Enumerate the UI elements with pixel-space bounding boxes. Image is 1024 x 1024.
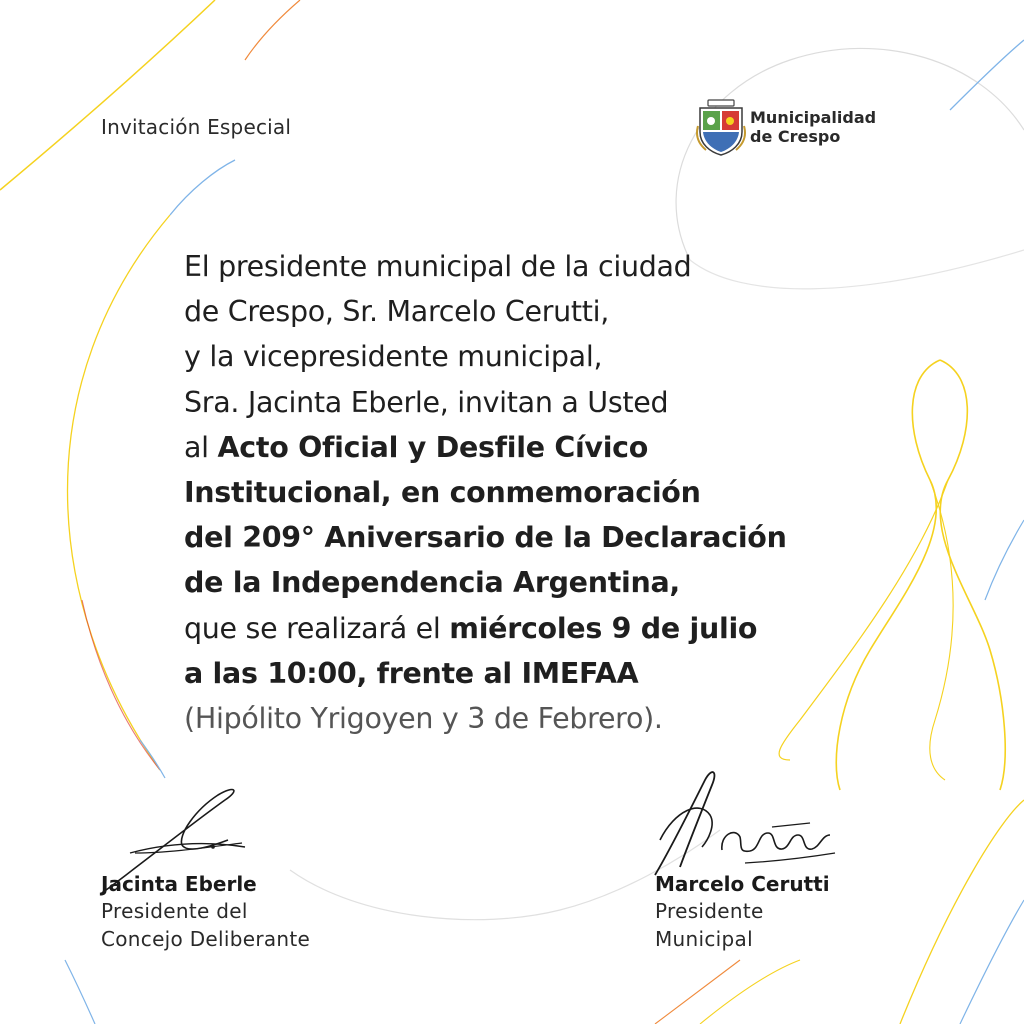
deco-orange-top xyxy=(245,0,300,60)
signer-name-left: Jacinta Eberle xyxy=(101,872,257,896)
deco-yellow-corner-top xyxy=(0,0,215,190)
deco-blue-bottom-left xyxy=(65,960,95,1024)
invitation-line-6 xyxy=(184,470,864,515)
invitation-line-8 xyxy=(184,560,864,605)
invitation-line-9-prefix: que se realizará el xyxy=(184,611,450,645)
invitation-line-7-bold: del 209° Aniversario de la Declaración xyxy=(184,521,787,555)
deco-blue-top-right xyxy=(950,40,1024,110)
deco-orange-bottom xyxy=(655,960,740,1024)
signature-block-right xyxy=(655,872,830,953)
invitation-line-9 xyxy=(184,606,864,651)
signature-right xyxy=(650,765,850,880)
signer-role-left-2: Concejo Deliberante xyxy=(101,927,311,951)
invitation-line-7 xyxy=(184,515,864,560)
deco-big-arc-left-blue xyxy=(170,160,235,215)
invitation-line-1: El presidente municipal de la ciudad xyxy=(184,250,692,283)
logo-text xyxy=(750,108,876,146)
crest-icon xyxy=(694,96,750,158)
invitation-text xyxy=(184,244,864,741)
invitation-line-10 xyxy=(184,651,864,696)
signer-name-right: Marcelo Cerutti xyxy=(655,872,830,896)
deco-arc-left-red xyxy=(82,600,160,770)
invitation-line-5 xyxy=(184,425,864,470)
signature-block-left xyxy=(101,872,310,953)
deco-blue-bottom-right xyxy=(960,900,1024,1024)
invitation-line-5-bold: Acto Oficial y Desfile Cívico xyxy=(217,430,649,464)
invitation-line-4: Sra. Jacinta Eberle, invitan a Usted xyxy=(184,385,669,419)
signer-role-right-2: Municipal xyxy=(655,927,753,951)
invitation-line-6-bold: Institucional, en conmemoración xyxy=(184,476,701,510)
invitation-line-9-bold: miércoles 9 de julio xyxy=(449,611,758,645)
municipality-logo xyxy=(694,96,894,158)
invitation-line-2: de Crespo, Sr. Marcelo Cerutti, xyxy=(184,295,610,329)
invitation-line-8-bold: de la Independencia Argentina, xyxy=(184,566,680,600)
deco-big-arc-left xyxy=(68,215,171,770)
signer-role-left-1: Presidente del xyxy=(101,899,248,923)
signer-role-right-1: Presidente xyxy=(655,899,764,923)
logo-line-2: de Crespo xyxy=(750,127,841,146)
invitation-line-10-bold: a las 10:00, frente al IMEFAA xyxy=(184,656,639,690)
deco-blue-right xyxy=(985,520,1024,600)
header-label: Invitación Especial xyxy=(101,115,292,139)
invitation-line-11: (Hipólito Yrigoyen y 3 de Febrero). xyxy=(184,702,663,736)
invitation-line-5-prefix: al xyxy=(184,430,218,464)
invitation-line-3: y la vicepresidente municipal, xyxy=(184,340,603,374)
deco-yellow-bottom-right xyxy=(900,800,1024,1024)
deco-yellow-bottom xyxy=(700,960,800,1024)
logo-line-1: Municipalidad xyxy=(750,108,877,127)
